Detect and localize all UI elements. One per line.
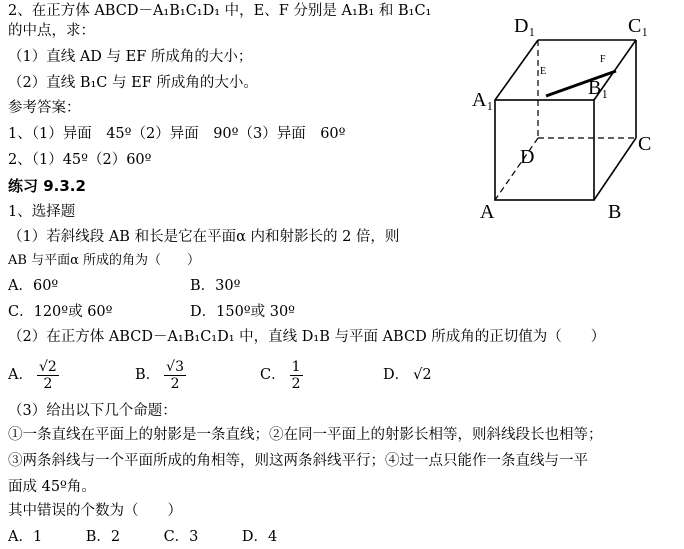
answer-2: 2、（1）45º（2）60º (8, 152, 152, 168)
cube-diagram (470, 8, 684, 223)
p2-option-d (383, 355, 432, 395)
p2-option-a (8, 355, 63, 395)
fraction (37, 359, 59, 392)
p2-option-d-value: √2 (413, 367, 432, 383)
fraction-denominator: 2 (43, 375, 53, 392)
p1-line2: AB 与平面α 所成的角为（ ） (8, 253, 200, 268)
q2-sub1: （1）直线 AD 与 EF 所成角的大小； (8, 49, 253, 65)
p3-line1: （3）给出以下几个命题： (8, 403, 177, 419)
label-a1: A₁ (472, 89, 494, 111)
p3-line3: ③两条斜线与一个平面所成的角相等，则这两条斜线平行；④过一点只能作一条直线与一平 (8, 453, 588, 469)
p2-option-c-label: C． (260, 367, 286, 383)
p1-option-d: D．150º或 30º (190, 304, 295, 320)
p3-line2: ①一条直线在平面上的射影是一条直线；②在同一平面上的射影长相等，则斜线段长也相等； (8, 427, 603, 443)
fraction-numerator: 1 (291, 358, 301, 375)
p2-option-a-label: A． (8, 367, 33, 383)
label-e: E (540, 66, 547, 77)
q2-line2: 的中点，求： (8, 23, 95, 39)
p2-option-b-label: B． (135, 367, 161, 383)
p2-line: （2）在正方体 ABCD－A₁B₁C₁D₁ 中，直线 D₁B 与平面 ABCD 所成角的正切值为（ ） (8, 329, 606, 345)
label-c: C (638, 133, 652, 155)
q2-line1: 2、在正方体 ABCD－A₁B₁C₁D₁ 中，E、F 分别是 A₁B₁ 和 B₁C₁ (8, 3, 432, 19)
label-d1: D₁ (514, 15, 536, 37)
p2-option-d-label: D． (383, 367, 410, 383)
front-face (495, 100, 594, 200)
p2-option-b (135, 355, 190, 395)
fraction (290, 359, 303, 392)
choose-title: 1、选择题 (8, 204, 76, 220)
label-c1: C₁ (628, 15, 649, 37)
label-d: D (520, 146, 535, 168)
fraction (164, 359, 186, 392)
label-f: F (600, 54, 606, 65)
p1-option-a: A．60º (8, 278, 59, 294)
label-b1: B₁ (588, 77, 609, 99)
section-title: 练习 9.3.2 (8, 177, 86, 195)
answer-1: 1、（1）异面 45º（2）异面 90º（3）异面 60º (8, 126, 346, 142)
fraction-numerator: √3 (166, 358, 184, 375)
p1-option-c: C．120º或 60º (8, 304, 113, 320)
p2-option-c (260, 355, 307, 395)
p1-option-b: B．30º (190, 278, 241, 294)
edge-c-b (594, 138, 636, 200)
q2-sub2: （2）直线 B₁C 与 EF 所成角的大小。 (8, 75, 258, 91)
p1-line1: （1）若斜线段 AB 和长是它在平面α 内和射影长的 2 倍，则 (8, 229, 400, 245)
fraction-denominator: 2 (291, 375, 301, 392)
p3-line4: 面成 45º角。 (8, 479, 96, 495)
label-b: B (608, 201, 622, 223)
p3-line5: 其中错误的个数为（ ） (8, 503, 182, 519)
label-a: A (480, 201, 495, 223)
edge-a1-d1 (495, 40, 538, 100)
p3-options: A．1 B．2 C．3 D．4 (8, 529, 278, 545)
fraction-denominator: 2 (170, 375, 180, 392)
fraction-numerator: √2 (38, 358, 57, 375)
reference-answer-title: 参考答案： (8, 100, 81, 116)
